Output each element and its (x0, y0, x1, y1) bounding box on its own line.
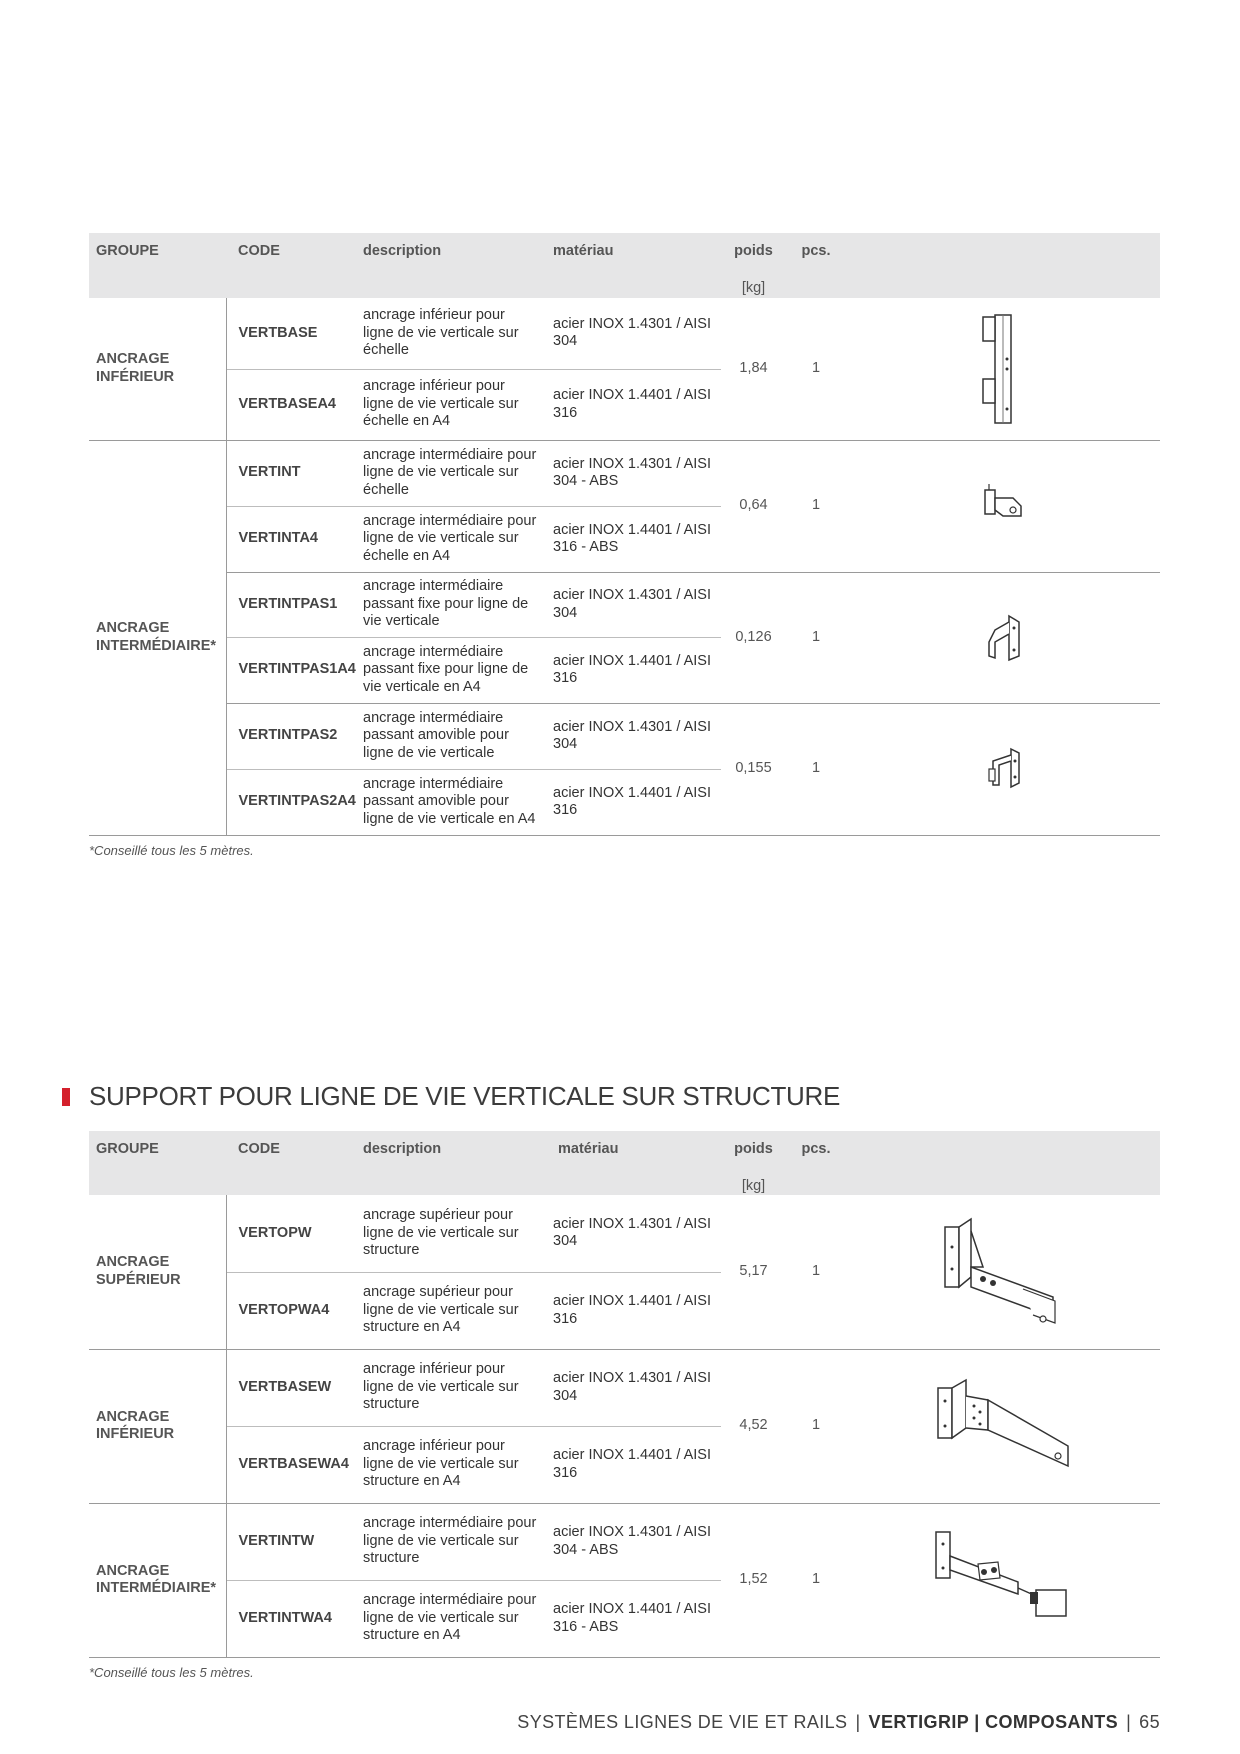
group-label: ANCRAGE INFÉRIEUR (89, 1349, 226, 1503)
product-material: acier INOX 1.4401 / AISI 316 (553, 1447, 711, 1481)
product-code: VERTINTPAS2A4 (238, 793, 356, 810)
header-group: GROUPE (96, 243, 159, 259)
product-material: acier INOX 1.4401 / AISI 316 (553, 1293, 711, 1327)
intermediate-clip-image (846, 440, 1160, 572)
product-material: acier INOX 1.4301 / AISI 304 - ABS (546, 440, 721, 506)
product-pcs: 1 (811, 760, 821, 777)
product-description: ancrage intermédiaire pour ligne de vie verticale sur structure (356, 1503, 546, 1580)
table-row (89, 1195, 1160, 1272)
header-pcs: pcs. (801, 243, 831, 259)
bottom-anchor-rail-image (846, 298, 1160, 440)
product-material: acier INOX 1.4301 / AISI 304 (546, 1349, 721, 1426)
table-structure-anchors (89, 1131, 1160, 1658)
header-group: GROUPE (96, 1141, 159, 1157)
product-code: VERTINTPAS1 (226, 572, 356, 637)
group-label: ANCRAGE INTERMÉDIAIRE* (89, 1503, 226, 1657)
top-structure-bracket-image (846, 1195, 1160, 1349)
table-row (89, 572, 1160, 637)
product-pcs: 1 (811, 360, 821, 376)
group-label: ANCRAGE INFÉRIEUR (89, 298, 226, 440)
product-description: ancrage inférieur pour ligne de vie verticale sur échelle en A4 (363, 378, 519, 430)
header-pcs: pcs. (801, 1141, 831, 1157)
table-header (89, 233, 1160, 298)
removable-pass-bracket-image (846, 703, 1160, 835)
group-label: ANCRAGE INTERMÉDIAIRE* (89, 440, 226, 835)
table-row (89, 298, 1160, 369)
product-weight: 1,52 (739, 1571, 768, 1588)
footer-product: VERTIGRIP | COMPOSANTS (868, 1712, 1119, 1732)
product-material: acier INOX 1.4301 / AISI 304 (546, 1195, 721, 1272)
product-material: acier INOX 1.4401 / AISI 316 (553, 784, 711, 818)
section-title: SUPPORT POUR LIGNE DE VIE VERTICALE SUR STRUCTURE (89, 1081, 841, 1111)
product-material: acier INOX 1.4301 / AISI 304 - ABS (546, 1503, 721, 1580)
product-weight: 1,84 (739, 360, 768, 376)
table-row (89, 1503, 1160, 1580)
product-material: acier INOX 1.4401 / AISI 316 - ABS (553, 1601, 711, 1635)
product-pcs: 1 (811, 497, 821, 514)
header-weight: poids [kg] (721, 1131, 786, 1195)
table-row (89, 1349, 1160, 1426)
header-material: matériau (553, 243, 614, 259)
product-weight: 5,17 (739, 1263, 768, 1279)
product-material: acier INOX 1.4401 / AISI 316 (553, 652, 711, 686)
product-weight: 0,64 (739, 497, 768, 514)
product-material: acier INOX 1.4301 / AISI 304 (546, 703, 721, 769)
product-code: VERTBASEWA4 (238, 1455, 349, 1472)
product-code: VERTOPW (226, 1195, 356, 1272)
product-description: ancrage intermédiaire passant fixe pour ligne de vie verticale en A4 (363, 643, 529, 695)
page-number: 65 (1139, 1712, 1160, 1732)
product-code: VERTBASEA4 (238, 395, 336, 412)
table-row (89, 440, 1160, 506)
header-weight-unit: [kg] (741, 279, 766, 296)
product-description: ancrage intermédiaire passant amovible pour ligne de vie verticale en A4 (363, 775, 536, 827)
table-row (89, 703, 1160, 769)
table-footnote: *Conseillé tous les 5 mètres. (89, 1665, 254, 1680)
product-description: ancrage intermédiaire pour ligne de vie verticale sur échelle (356, 440, 546, 506)
header-code: CODE (238, 243, 280, 259)
page-footer: SYSTÈMES LIGNES DE VIE ET RAILS | VERTIGRIP | COMPOSANTS | 65 (517, 1712, 1160, 1732)
product-code: VERTOPWA4 (238, 1301, 330, 1318)
product-weight: 0,126 (735, 628, 772, 645)
product-material: acier INOX 1.4401 / AISI 316 - ABS (553, 521, 711, 555)
bottom-structure-bracket-image (846, 1349, 1160, 1503)
header-description: description (363, 243, 442, 259)
product-description: ancrage supérieur pour ligne de vie verticale sur structure en A4 (363, 1284, 519, 1336)
table-footnote: *Conseillé tous les 5 mètres. (89, 843, 254, 858)
header-weight: poids [kg] (721, 233, 786, 298)
header-material: matériau (558, 1141, 619, 1157)
product-weight: 0,155 (735, 760, 772, 777)
product-description: ancrage intermédiaire passant amovible pour ligne de vie verticale (356, 703, 546, 769)
header-description: description (363, 1141, 442, 1157)
header-code: CODE (238, 1141, 280, 1157)
group-label: ANCRAGE SUPÉRIEUR (89, 1195, 226, 1349)
table-header (89, 1131, 1160, 1195)
section-marker (62, 1088, 70, 1106)
product-description: ancrage intermédiaire passant fixe pour ligne de vie verticale (356, 572, 546, 637)
product-code: VERTINTPAS1A4 (238, 661, 356, 678)
product-code: VERTBASE (226, 298, 356, 369)
intermediate-structure-bracket-image (846, 1503, 1160, 1657)
product-code: VERTINTW (226, 1503, 356, 1580)
product-weight: 4,52 (739, 1417, 768, 1434)
footer-section: SYSTÈMES LIGNES DE VIE ET RAILS (517, 1712, 848, 1732)
product-code: VERTINTA4 (238, 530, 318, 547)
fixed-pass-bracket-image (846, 572, 1160, 703)
product-material: acier INOX 1.4401 / AISI 316 (553, 387, 711, 421)
table-ladder-anchors (89, 233, 1160, 836)
product-description: ancrage intermédiaire pour ligne de vie verticale sur structure en A4 (363, 1592, 537, 1644)
product-pcs: 1 (811, 628, 821, 645)
product-material: acier INOX 1.4301 / AISI 304 (546, 572, 721, 637)
product-material: acier INOX 1.4301 / AISI 304 (546, 298, 721, 369)
product-pcs: 1 (811, 1571, 821, 1588)
product-pcs: 1 (811, 1417, 821, 1434)
product-description: ancrage inférieur pour ligne de vie verticale sur structure en A4 (363, 1438, 519, 1490)
product-code: VERTINTWA4 (238, 1609, 332, 1626)
header-weight-unit: [kg] (741, 1177, 766, 1194)
product-description: ancrage supérieur pour ligne de vie verticale sur structure (356, 1195, 546, 1272)
product-description: ancrage intermédiaire pour ligne de vie verticale sur échelle en A4 (363, 512, 537, 564)
product-code: VERTINT (226, 440, 356, 506)
product-description: ancrage inférieur pour ligne de vie verticale sur échelle (356, 298, 546, 369)
product-description: ancrage inférieur pour ligne de vie verticale sur structure (356, 1349, 546, 1426)
product-code: VERTBASEW (226, 1349, 356, 1426)
product-pcs: 1 (811, 1263, 821, 1279)
product-code: VERTINTPAS2 (226, 703, 356, 769)
